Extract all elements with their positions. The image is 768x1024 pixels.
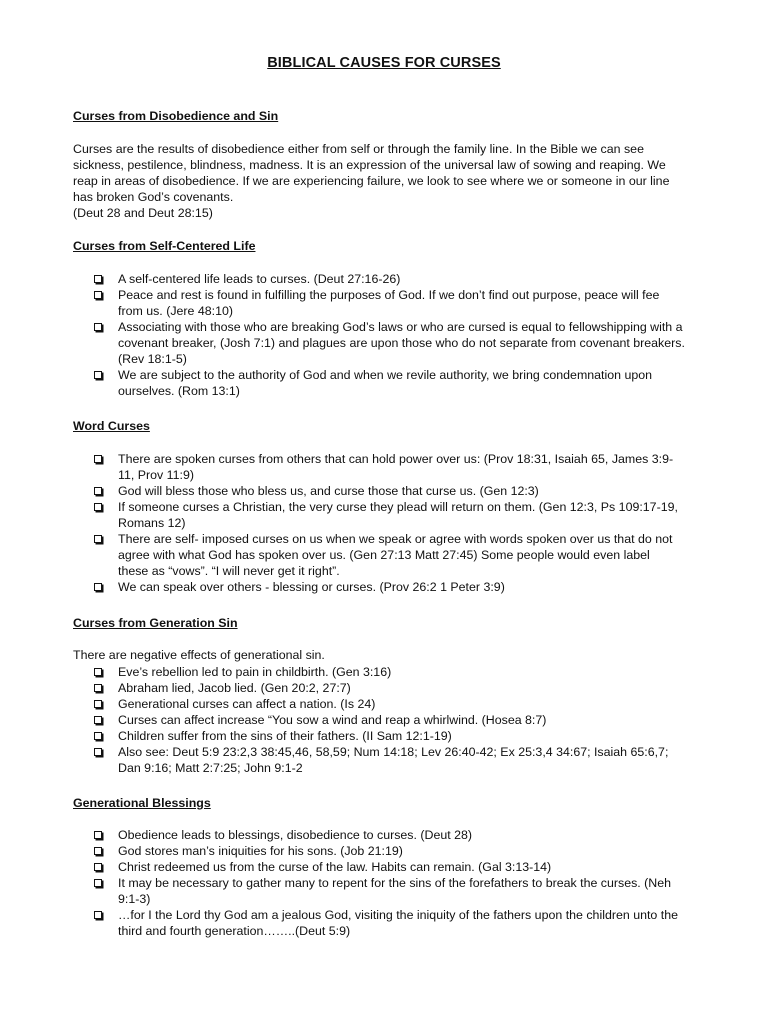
list-item	[0, 579, 718, 595]
list-item	[0, 907, 718, 939]
list-item-text: …for I the Lord thy God am a jealous God, visiting the iniquity of the fathers upon the children unto the	[118, 908, 678, 922]
list-item	[0, 712, 718, 728]
checkbox-bullet-icon	[94, 748, 102, 756]
list-item	[0, 499, 718, 531]
checkbox-bullet-icon	[94, 487, 102, 495]
list-item-text: (Rev 18:1-5)	[118, 352, 187, 366]
list-item	[0, 367, 718, 399]
paragraph-disobedience	[73, 141, 713, 221]
checkbox-bullet-icon	[94, 275, 102, 283]
checkbox-bullet-icon	[94, 323, 102, 331]
checkbox-bullet-icon	[94, 535, 102, 543]
checkbox-bullet-icon	[94, 716, 102, 724]
list-item	[0, 696, 718, 712]
list-self-centered	[0, 271, 718, 399]
list-item-text: We can speak over others - blessing or curses. (Prov 26:2 1 Peter 3:9)	[118, 580, 505, 594]
list-item	[0, 483, 718, 499]
list-generation-sin	[0, 664, 718, 776]
list-item-text: Generational curses can affect a nation. (Is 24)	[118, 697, 376, 711]
list-item-text: 9:1-3)	[118, 892, 151, 906]
paragraph-line: There are negative effects of generational sin.	[73, 648, 325, 662]
list-item	[0, 664, 718, 680]
paragraph-line: sickness, pestilence, blindness, madness. It is an expression of the universal law of sowing and reaping. We	[73, 158, 666, 172]
list-item	[0, 271, 718, 287]
list-item-text: There are spoken curses from others that can hold power over us: (Prov 18:31, Isaiah 65, James 3:9-	[118, 452, 674, 466]
list-item	[0, 843, 718, 859]
list-item-text: It may be necessary to gather many to repent for the sins of the forefathers to break the curses. (Neh	[118, 876, 672, 890]
list-item-text: We are subject to the authority of God and when we revile authority, we bring condemnation upon	[118, 368, 653, 382]
list-item-text: Christ redeemed us from the curse of the law. Habits can remain. (Gal 3:13-14)	[118, 860, 552, 874]
list-generational-blessings	[0, 827, 718, 939]
checkbox-bullet-icon	[94, 831, 102, 839]
list-item-text: Romans 12)	[118, 516, 186, 530]
list-item-text: Obedience leads to blessings, disobedience to curses. (Deut 28)	[118, 828, 473, 842]
list-item-text: agree with what God has spoken over us. (Gen 27:13 Matt 27:45) Some people would even label	[118, 548, 650, 562]
list-item-text: these as “vows”. “I will never get it right”.	[118, 564, 340, 578]
list-item	[0, 287, 718, 319]
list-item-text: There are self- imposed curses on us when we speak or agree with words spoken over us that do not	[118, 532, 673, 546]
list-item	[0, 744, 718, 776]
checkbox-bullet-icon	[94, 291, 102, 299]
list-item-text: God stores man’s iniquities for his sons. (Job 21:19)	[118, 844, 403, 858]
list-item-text: If someone curses a Christian, the very curse they plead will return on them. (Gen 12:3, Ps 109:17-19,	[118, 500, 678, 514]
paragraph-line: reap in areas of disobedience. If we are experiencing failure, we look to see where we or someone in our line	[73, 174, 670, 188]
heading-disobedience: Curses from Disobedience and Sin	[73, 109, 279, 123]
list-item-text: Peace and rest is found in fulfilling the purposes of God. If we don’t find out purpose, peace will fee	[118, 288, 660, 302]
list-item	[0, 451, 718, 483]
list-item-text: A self-centered life leads to curses. (Deut 27:16-26)	[118, 272, 401, 286]
list-item-text: God will bless those who bless us, and curse those that curse us. (Gen 12:3)	[118, 484, 539, 498]
list-item-text: Eve’s rebellion led to pain in childbirth. (Gen 3:16)	[118, 665, 392, 679]
checkbox-bullet-icon	[94, 684, 102, 692]
checkbox-bullet-icon	[94, 879, 102, 887]
list-item-text: covenant breaker, (Josh 7:1) and plagues are upon those who do not separate from covenant breakers.	[118, 336, 685, 350]
heading-generational-blessings: Generational Blessings	[73, 796, 211, 810]
checkbox-bullet-icon	[94, 455, 102, 463]
paragraph-line: has broken God’s covenants.	[73, 190, 234, 204]
list-item-text: from us. (Jere 48:10)	[118, 304, 234, 318]
checkbox-bullet-icon	[94, 371, 102, 379]
list-item-text: Abraham lied, Jacob lied. (Gen 20:2, 27:7)	[118, 681, 351, 695]
list-item-text: Dan 9:16; Matt 2:7:25; John 9:1-2	[118, 761, 303, 775]
list-item	[0, 875, 718, 907]
checkbox-bullet-icon	[94, 503, 102, 511]
list-item-text: Also see: Deut 5:9 23:2,3 38:45,46, 58,59; Num 14:18; Lev 26:40-42; Ex 25:3,4 34:67; Isaiah 65:6,7;	[118, 745, 669, 759]
checkbox-bullet-icon	[94, 583, 102, 591]
list-item	[0, 531, 718, 579]
page-title: BIBLICAL CAUSES FOR CURSES	[267, 55, 501, 71]
checkbox-bullet-icon	[94, 732, 102, 740]
list-item	[0, 827, 718, 843]
list-item	[0, 728, 718, 744]
checkbox-bullet-icon	[94, 700, 102, 708]
list-item	[0, 319, 718, 367]
heading-generation-sin: Curses from Generation Sin	[73, 616, 238, 630]
heading-self-centered: Curses from Self-Centered Life	[73, 239, 256, 253]
list-item-text: third and fourth generation……..(Deut 5:9)	[118, 924, 351, 938]
paragraph-line: Curses are the results of disobedience either from self or through the family line. In the Bible we can see	[73, 142, 644, 156]
list-item	[0, 859, 718, 875]
list-item-text: Associating with those who are breaking God’s laws or who are cursed is equal to fellowshipping with a	[118, 320, 683, 334]
checkbox-bullet-icon	[94, 847, 102, 855]
checkbox-bullet-icon	[94, 668, 102, 676]
list-item-text: ourselves. (Rom 13:1)	[118, 384, 240, 398]
list-item	[0, 680, 718, 696]
list-item-text: Children suffer from the sins of their fathers. (II Sam 12:1-19)	[118, 729, 452, 743]
list-word-curses	[0, 451, 718, 595]
list-item-text: Curses can affect increase “You sow a wind and reap a whirlwind. (Hosea 8:7)	[118, 713, 547, 727]
checkbox-bullet-icon	[94, 863, 102, 871]
list-item-text: 11, Prov 11:9)	[118, 468, 194, 482]
paragraph-generation-intro	[73, 647, 713, 663]
checkbox-bullet-icon	[94, 911, 102, 919]
paragraph-line: (Deut 28 and Deut 28:15)	[73, 206, 213, 220]
heading-word-curses: Word Curses	[73, 419, 150, 433]
